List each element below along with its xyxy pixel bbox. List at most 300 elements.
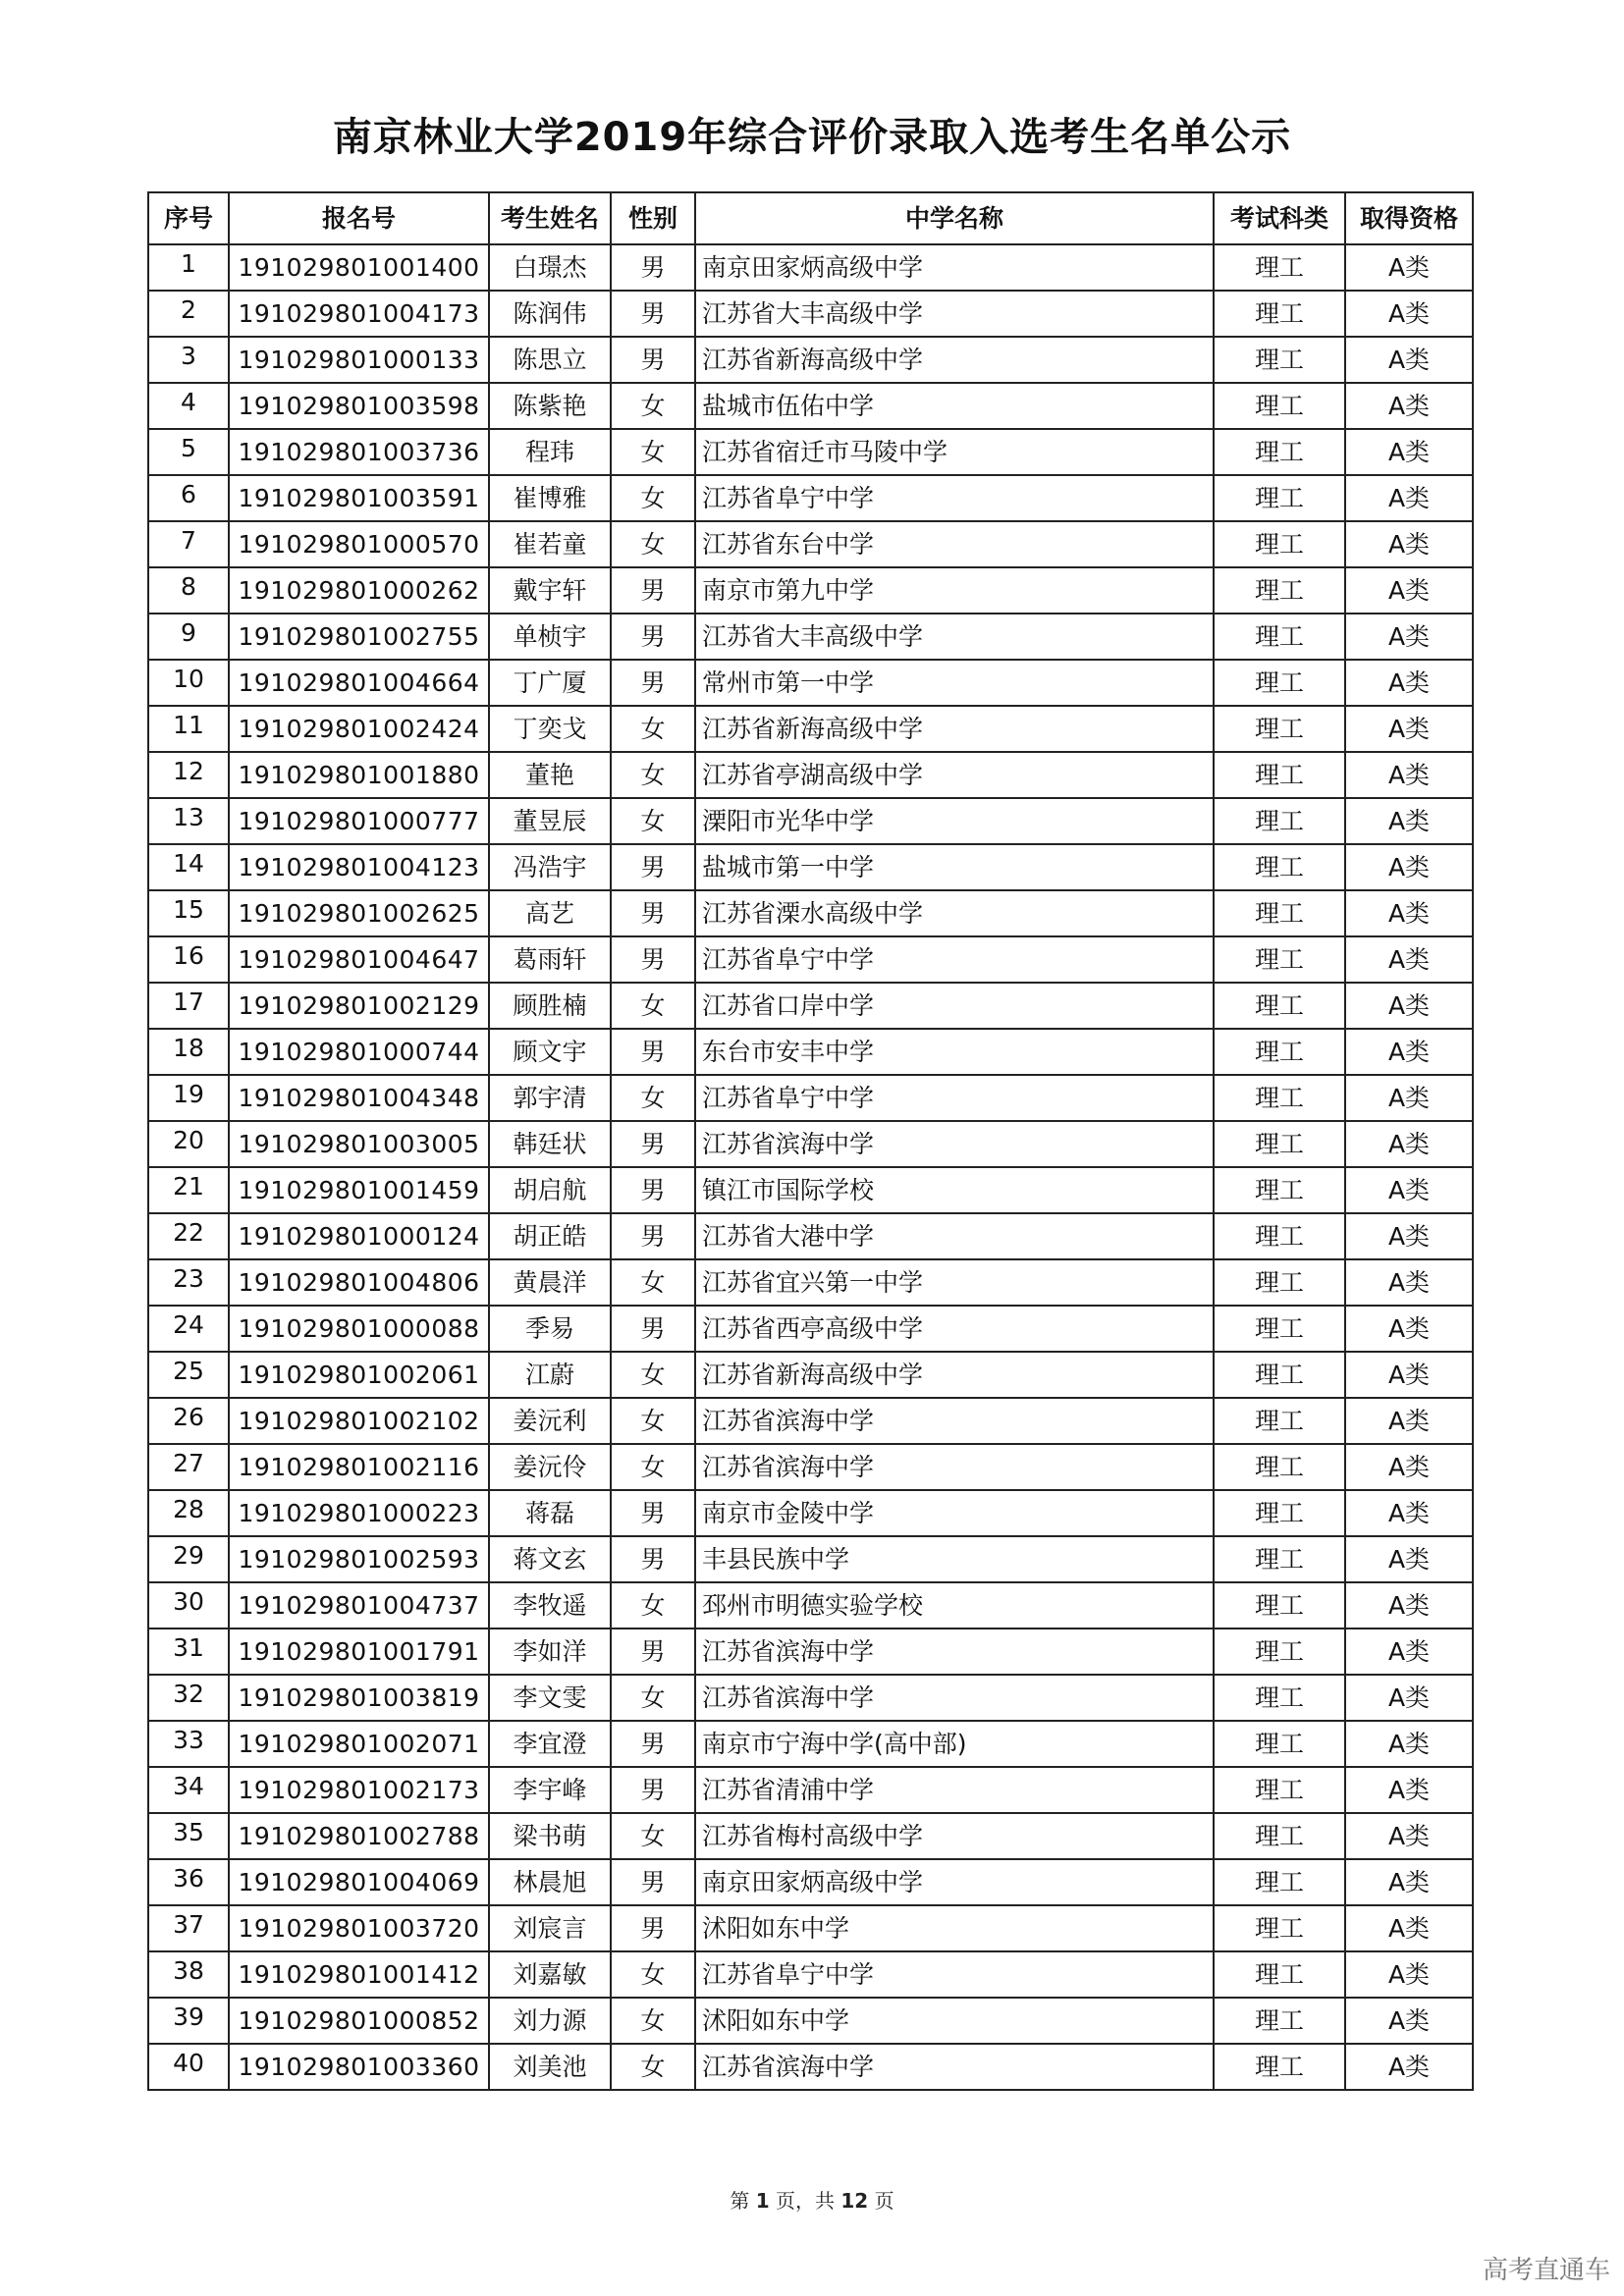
cell-name: 蒋文玄 (489, 1536, 611, 1582)
cell-registration-no: 191029801000852 (229, 1998, 489, 2044)
cell-exam-category: 理工 (1214, 1767, 1345, 1813)
cell-gender: 男 (611, 1629, 695, 1675)
cell-school: 江苏省阜宁中学 (695, 936, 1214, 983)
table-row (148, 521, 1473, 567)
cell-seq: 12 (148, 752, 229, 798)
cell-registration-no: 191029801003736 (229, 429, 489, 475)
cell-qualification: A类 (1345, 1951, 1473, 1998)
table-row (148, 383, 1473, 429)
cell-qualification: A类 (1345, 890, 1473, 936)
cell-school: 江苏省滨海中学 (695, 1121, 1214, 1167)
cell-registration-no: 191029801003598 (229, 383, 489, 429)
cell-qualification: A类 (1345, 1582, 1473, 1629)
cell-school: 江苏省大丰高级中学 (695, 614, 1214, 660)
table-row (148, 1398, 1473, 1444)
cell-gender: 男 (611, 614, 695, 660)
cell-name: 胡启航 (489, 1167, 611, 1213)
cell-qualification: A类 (1345, 383, 1473, 429)
cell-gender: 男 (611, 1121, 695, 1167)
header-qualification: 取得资格 (1345, 192, 1473, 244)
cell-qualification: A类 (1345, 1813, 1473, 1859)
cell-name: 单桢宇 (489, 614, 611, 660)
table-row (148, 752, 1473, 798)
cell-registration-no: 191029801000124 (229, 1213, 489, 1259)
table-row (148, 1905, 1473, 1951)
cell-name: 郭宇清 (489, 1075, 611, 1121)
cell-exam-category: 理工 (1214, 1675, 1345, 1721)
cell-qualification: A类 (1345, 567, 1473, 614)
cell-seq: 5 (148, 429, 229, 475)
cell-school: 沭阳如东中学 (695, 1905, 1214, 1951)
cell-school: 常州市第一中学 (695, 660, 1214, 706)
cell-seq: 15 (148, 890, 229, 936)
cell-seq: 6 (148, 475, 229, 521)
cell-exam-category: 理工 (1214, 337, 1345, 383)
cell-school: 南京市金陵中学 (695, 1490, 1214, 1536)
cell-qualification: A类 (1345, 475, 1473, 521)
table-row (148, 1259, 1473, 1306)
table-row (148, 1029, 1473, 1075)
cell-gender: 男 (611, 660, 695, 706)
cell-seq: 26 (148, 1398, 229, 1444)
footer-current-page: 1 (755, 2189, 770, 2213)
cell-school: 沭阳如东中学 (695, 1998, 1214, 2044)
cell-school: 江苏省清浦中学 (695, 1767, 1214, 1813)
cell-registration-no: 191029801004173 (229, 291, 489, 337)
table-header-row (148, 192, 1473, 244)
cell-qualification: A类 (1345, 614, 1473, 660)
cell-gender: 女 (611, 752, 695, 798)
cell-registration-no: 191029801004664 (229, 660, 489, 706)
cell-seq: 32 (148, 1675, 229, 1721)
cell-name: 戴宇轩 (489, 567, 611, 614)
cell-registration-no: 191029801000262 (229, 567, 489, 614)
cell-exam-category: 理工 (1214, 567, 1345, 614)
cell-seq: 1 (148, 244, 229, 291)
cell-seq: 33 (148, 1721, 229, 1767)
cell-seq: 25 (148, 1352, 229, 1398)
cell-exam-category: 理工 (1214, 475, 1345, 521)
admission-table (147, 191, 1474, 2091)
cell-gender: 女 (611, 1444, 695, 1490)
cell-name: 姜沅利 (489, 1398, 611, 1444)
cell-seq: 22 (148, 1213, 229, 1259)
cell-name: 刘美池 (489, 2044, 611, 2090)
cell-exam-category: 理工 (1214, 1813, 1345, 1859)
table-row (148, 1536, 1473, 1582)
cell-gender: 男 (611, 1721, 695, 1767)
header-name: 考生姓名 (489, 192, 611, 244)
cell-exam-category: 理工 (1214, 936, 1345, 983)
cell-exam-category: 理工 (1214, 1721, 1345, 1767)
cell-seq: 40 (148, 2044, 229, 2090)
table-row (148, 1721, 1473, 1767)
cell-seq: 37 (148, 1905, 229, 1951)
header-school: 中学名称 (695, 192, 1214, 244)
table-row (148, 1629, 1473, 1675)
cell-gender: 男 (611, 291, 695, 337)
cell-name: 林晨旭 (489, 1859, 611, 1905)
cell-qualification: A类 (1345, 1721, 1473, 1767)
cell-school: 盐城市伍佑中学 (695, 383, 1214, 429)
table-row (148, 1121, 1473, 1167)
cell-exam-category: 理工 (1214, 752, 1345, 798)
cell-school: 南京田家炳高级中学 (695, 1859, 1214, 1905)
cell-qualification: A类 (1345, 1444, 1473, 1490)
cell-gender: 女 (611, 1675, 695, 1721)
cell-registration-no: 191029801000744 (229, 1029, 489, 1075)
table-row (148, 614, 1473, 660)
table-row (148, 291, 1473, 337)
cell-school: 江苏省大港中学 (695, 1213, 1214, 1259)
cell-registration-no: 191029801002755 (229, 614, 489, 660)
cell-name: 李宜澄 (489, 1721, 611, 1767)
cell-school: 江苏省阜宁中学 (695, 475, 1214, 521)
cell-exam-category: 理工 (1214, 1167, 1345, 1213)
cell-exam-category: 理工 (1214, 1951, 1345, 1998)
cell-school: 江苏省新海高级中学 (695, 706, 1214, 752)
footer-prefix: 第 (730, 2189, 750, 2213)
cell-qualification: A类 (1345, 798, 1473, 844)
cell-name: 李牧遥 (489, 1582, 611, 1629)
cell-seq: 2 (148, 291, 229, 337)
table-row (148, 1675, 1473, 1721)
table-row (148, 1213, 1473, 1259)
cell-seq: 23 (148, 1259, 229, 1306)
table-row (148, 1167, 1473, 1213)
table-row (148, 1859, 1473, 1905)
cell-school: 溧阳市光华中学 (695, 798, 1214, 844)
cell-exam-category: 理工 (1214, 383, 1345, 429)
cell-gender: 女 (611, 1352, 695, 1398)
cell-seq: 36 (148, 1859, 229, 1905)
cell-gender: 女 (611, 1951, 695, 1998)
cell-exam-category: 理工 (1214, 1121, 1345, 1167)
cell-qualification: A类 (1345, 1675, 1473, 1721)
cell-name: 崔博雅 (489, 475, 611, 521)
cell-exam-category: 理工 (1214, 614, 1345, 660)
cell-name: 顾文宇 (489, 1029, 611, 1075)
cell-gender: 女 (611, 2044, 695, 2090)
cell-registration-no: 191029801000777 (229, 798, 489, 844)
cell-school: 江苏省新海高级中学 (695, 337, 1214, 383)
cell-gender: 男 (611, 1167, 695, 1213)
cell-qualification: A类 (1345, 429, 1473, 475)
cell-exam-category: 理工 (1214, 1075, 1345, 1121)
header-seq: 序号 (148, 192, 229, 244)
table-row (148, 660, 1473, 706)
cell-seq: 17 (148, 983, 229, 1029)
cell-seq: 13 (148, 798, 229, 844)
cell-gender: 女 (611, 1398, 695, 1444)
cell-name: 胡正皓 (489, 1213, 611, 1259)
table-row (148, 337, 1473, 383)
cell-gender: 男 (611, 1859, 695, 1905)
cell-exam-category: 理工 (1214, 1490, 1345, 1536)
cell-gender: 男 (611, 244, 695, 291)
cell-registration-no: 191029801003360 (229, 2044, 489, 2090)
table-row (148, 798, 1473, 844)
cell-school: 江苏省梅村高级中学 (695, 1813, 1214, 1859)
cell-registration-no: 191029801001459 (229, 1167, 489, 1213)
cell-name: 李宇峰 (489, 1767, 611, 1813)
cell-gender: 女 (611, 1998, 695, 2044)
cell-qualification: A类 (1345, 244, 1473, 291)
cell-seq: 20 (148, 1121, 229, 1167)
cell-name: 董昱辰 (489, 798, 611, 844)
table-row (148, 844, 1473, 890)
cell-gender: 女 (611, 521, 695, 567)
cell-gender: 男 (611, 844, 695, 890)
cell-gender: 男 (611, 1306, 695, 1352)
cell-registration-no: 191029801003819 (229, 1675, 489, 1721)
cell-registration-no: 191029801004806 (229, 1259, 489, 1306)
page-footer (0, 2185, 1624, 2214)
cell-gender: 男 (611, 1905, 695, 1951)
cell-qualification: A类 (1345, 337, 1473, 383)
table-row (148, 1075, 1473, 1121)
cell-qualification: A类 (1345, 521, 1473, 567)
cell-school: 江苏省新海高级中学 (695, 1352, 1214, 1398)
cell-exam-category: 理工 (1214, 660, 1345, 706)
header-exam-category: 考试科类 (1214, 192, 1345, 244)
cell-exam-category: 理工 (1214, 706, 1345, 752)
cell-seq: 8 (148, 567, 229, 614)
cell-exam-category: 理工 (1214, 1306, 1345, 1352)
cell-registration-no: 191029801002102 (229, 1398, 489, 1444)
cell-gender: 男 (611, 1213, 695, 1259)
cell-gender: 女 (611, 983, 695, 1029)
cell-gender: 男 (611, 890, 695, 936)
cell-qualification: A类 (1345, 1259, 1473, 1306)
cell-qualification: A类 (1345, 1536, 1473, 1582)
cell-name: 黄晨洋 (489, 1259, 611, 1306)
cell-name: 董艳 (489, 752, 611, 798)
cell-qualification: A类 (1345, 1306, 1473, 1352)
table-row (148, 890, 1473, 936)
table-row (148, 1490, 1473, 1536)
cell-qualification: A类 (1345, 2044, 1473, 2090)
cell-school: 江苏省宿迁市马陵中学 (695, 429, 1214, 475)
cell-registration-no: 191029801004348 (229, 1075, 489, 1121)
cell-school: 江苏省口岸中学 (695, 983, 1214, 1029)
header-gender: 性别 (611, 192, 695, 244)
cell-qualification: A类 (1345, 1398, 1473, 1444)
cell-seq: 14 (148, 844, 229, 890)
cell-school: 江苏省滨海中学 (695, 1398, 1214, 1444)
cell-name: 丁奕戈 (489, 706, 611, 752)
cell-name: 刘力源 (489, 1998, 611, 2044)
cell-exam-category: 理工 (1214, 1029, 1345, 1075)
cell-registration-no: 191029801000133 (229, 337, 489, 383)
cell-name: 姜沅伶 (489, 1444, 611, 1490)
cell-gender: 男 (611, 567, 695, 614)
cell-qualification: A类 (1345, 1213, 1473, 1259)
cell-seq: 16 (148, 936, 229, 983)
cell-name: 刘嘉敏 (489, 1951, 611, 1998)
cell-seq: 19 (148, 1075, 229, 1121)
cell-school: 江苏省阜宁中学 (695, 1951, 1214, 1998)
cell-seq: 29 (148, 1536, 229, 1582)
cell-exam-category: 理工 (1214, 1398, 1345, 1444)
table-row (148, 567, 1473, 614)
table-row (148, 1582, 1473, 1629)
cell-name: 李文雯 (489, 1675, 611, 1721)
cell-registration-no: 191029801002061 (229, 1352, 489, 1398)
cell-qualification: A类 (1345, 844, 1473, 890)
cell-qualification: A类 (1345, 1767, 1473, 1813)
cell-qualification: A类 (1345, 1490, 1473, 1536)
cell-qualification: A类 (1345, 1905, 1473, 1951)
cell-name: 李如洋 (489, 1629, 611, 1675)
cell-registration-no: 191029801001412 (229, 1951, 489, 1998)
cell-exam-category: 理工 (1214, 890, 1345, 936)
cell-exam-category: 理工 (1214, 1536, 1345, 1582)
cell-registration-no: 191029801004737 (229, 1582, 489, 1629)
footer-middle: 页，共 (776, 2189, 836, 2213)
cell-registration-no: 191029801003591 (229, 475, 489, 521)
table-row (148, 1767, 1473, 1813)
cell-qualification: A类 (1345, 1998, 1473, 2044)
cell-exam-category: 理工 (1214, 983, 1345, 1029)
cell-registration-no: 191029801004647 (229, 936, 489, 983)
cell-qualification: A类 (1345, 1167, 1473, 1213)
cell-seq: 34 (148, 1767, 229, 1813)
cell-seq: 18 (148, 1029, 229, 1075)
cell-registration-no: 191029801002116 (229, 1444, 489, 1490)
cell-gender: 女 (611, 475, 695, 521)
cell-exam-category: 理工 (1214, 1629, 1345, 1675)
table-row (148, 2044, 1473, 2090)
cell-exam-category: 理工 (1214, 1859, 1345, 1905)
cell-seq: 10 (148, 660, 229, 706)
cell-qualification: A类 (1345, 1075, 1473, 1121)
table-row (148, 983, 1473, 1029)
cell-school: 盐城市第一中学 (695, 844, 1214, 890)
cell-gender: 女 (611, 1075, 695, 1121)
cell-gender: 男 (611, 1029, 695, 1075)
cell-qualification: A类 (1345, 936, 1473, 983)
cell-school: 江苏省大丰高级中学 (695, 291, 1214, 337)
cell-seq: 3 (148, 337, 229, 383)
cell-name: 梁书萌 (489, 1813, 611, 1859)
cell-gender: 女 (611, 1259, 695, 1306)
cell-name: 丁广厦 (489, 660, 611, 706)
cell-name: 蒋磊 (489, 1490, 611, 1536)
cell-exam-category: 理工 (1214, 429, 1345, 475)
cell-name: 江蔚 (489, 1352, 611, 1398)
cell-exam-category: 理工 (1214, 1259, 1345, 1306)
cell-registration-no: 191029801002625 (229, 890, 489, 936)
cell-registration-no: 191029801004069 (229, 1859, 489, 1905)
cell-qualification: A类 (1345, 291, 1473, 337)
cell-gender: 女 (611, 1813, 695, 1859)
cell-registration-no: 191029801002173 (229, 1767, 489, 1813)
cell-registration-no: 191029801001791 (229, 1629, 489, 1675)
cell-gender: 男 (611, 337, 695, 383)
cell-seq: 11 (148, 706, 229, 752)
cell-school: 东台市安丰中学 (695, 1029, 1214, 1075)
cell-name: 崔若童 (489, 521, 611, 567)
cell-school: 江苏省溧水高级中学 (695, 890, 1214, 936)
cell-qualification: A类 (1345, 1859, 1473, 1905)
cell-name: 葛雨轩 (489, 936, 611, 983)
cell-registration-no: 191029801000570 (229, 521, 489, 567)
cell-registration-no: 191029801000223 (229, 1490, 489, 1536)
cell-school: 江苏省亭湖高级中学 (695, 752, 1214, 798)
cell-exam-category: 理工 (1214, 1213, 1345, 1259)
cell-school: 江苏省滨海中学 (695, 1675, 1214, 1721)
cell-registration-no: 191029801003005 (229, 1121, 489, 1167)
cell-school: 南京田家炳高级中学 (695, 244, 1214, 291)
cell-exam-category: 理工 (1214, 244, 1345, 291)
cell-exam-category: 理工 (1214, 844, 1345, 890)
watermark: 高考直通车 (1482, 2256, 1610, 2285)
cell-name: 白璟杰 (489, 244, 611, 291)
cell-registration-no: 191029801003720 (229, 1905, 489, 1951)
cell-name: 高艺 (489, 890, 611, 936)
cell-registration-no: 191029801004123 (229, 844, 489, 890)
table-row (148, 936, 1473, 983)
cell-gender: 女 (611, 798, 695, 844)
cell-seq: 28 (148, 1490, 229, 1536)
cell-qualification: A类 (1345, 1029, 1473, 1075)
table-row (148, 429, 1473, 475)
cell-gender: 男 (611, 1490, 695, 1536)
header-registration-no: 报名号 (229, 192, 489, 244)
table-row (148, 1998, 1473, 2044)
cell-qualification: A类 (1345, 983, 1473, 1029)
cell-seq: 21 (148, 1167, 229, 1213)
cell-qualification: A类 (1345, 752, 1473, 798)
footer-suffix: 页 (874, 2189, 894, 2213)
cell-name: 陈思立 (489, 337, 611, 383)
cell-qualification: A类 (1345, 1629, 1473, 1675)
cell-school: 江苏省滨海中学 (695, 1444, 1214, 1490)
table-row (148, 244, 1473, 291)
table-body (148, 244, 1473, 2090)
cell-school: 南京市第九中学 (695, 567, 1214, 614)
cell-exam-category: 理工 (1214, 1905, 1345, 1951)
cell-registration-no: 191029801002424 (229, 706, 489, 752)
cell-school: 邳州市明德实验学校 (695, 1582, 1214, 1629)
cell-gender: 男 (611, 936, 695, 983)
cell-school: 江苏省西亭高级中学 (695, 1306, 1214, 1352)
cell-qualification: A类 (1345, 1352, 1473, 1398)
cell-school: 江苏省宜兴第一中学 (695, 1259, 1214, 1306)
cell-registration-no: 191029801000088 (229, 1306, 489, 1352)
cell-registration-no: 191029801001880 (229, 752, 489, 798)
cell-seq: 4 (148, 383, 229, 429)
cell-exam-category: 理工 (1214, 1998, 1345, 2044)
cell-gender: 女 (611, 383, 695, 429)
cell-exam-category: 理工 (1214, 291, 1345, 337)
cell-qualification: A类 (1345, 1121, 1473, 1167)
cell-seq: 35 (148, 1813, 229, 1859)
cell-seq: 31 (148, 1629, 229, 1675)
table-row (148, 706, 1473, 752)
footer-total-pages: 12 (840, 2189, 869, 2213)
cell-gender: 女 (611, 429, 695, 475)
cell-seq: 30 (148, 1582, 229, 1629)
cell-seq: 7 (148, 521, 229, 567)
cell-name: 冯浩宇 (489, 844, 611, 890)
cell-exam-category: 理工 (1214, 521, 1345, 567)
table-row (148, 1951, 1473, 1998)
cell-gender: 女 (611, 1582, 695, 1629)
cell-seq: 39 (148, 1998, 229, 2044)
cell-registration-no: 191029801001400 (229, 244, 489, 291)
